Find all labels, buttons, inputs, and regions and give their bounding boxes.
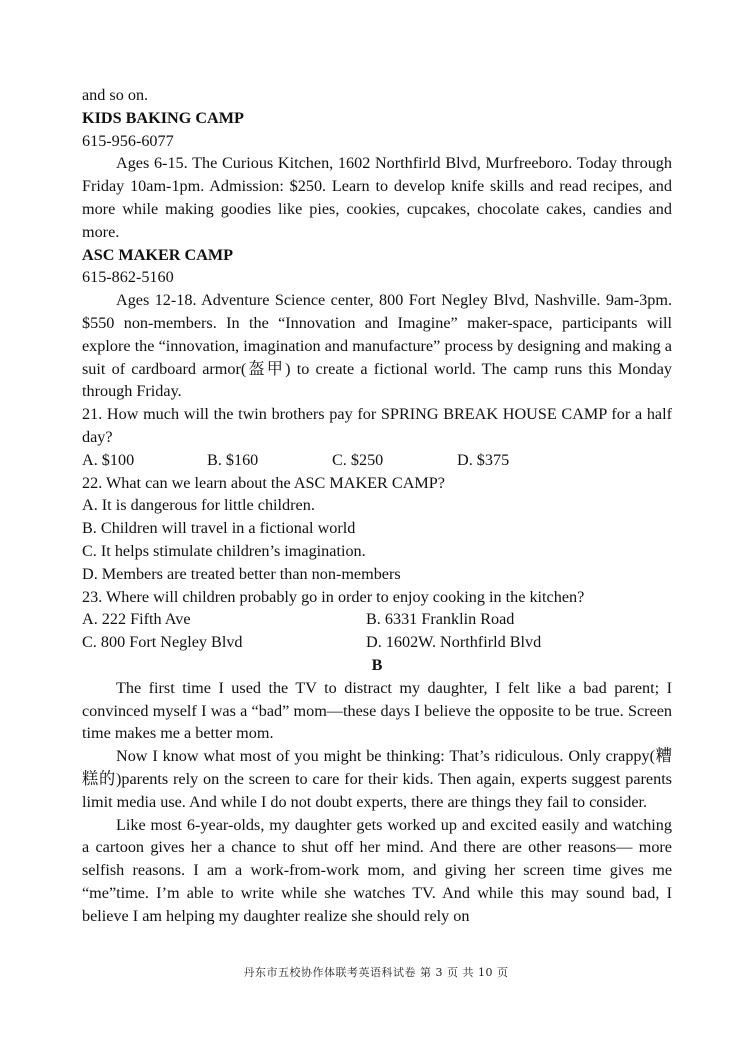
kids-baking-camp-title: KIDS BAKING CAMP [82, 108, 244, 127]
section-b-label: B [371, 655, 383, 674]
asc-maker-camp-phone: 615-862-5160 [82, 268, 174, 287]
intro-tail-text: and so on. [82, 86, 149, 104]
question-23-option-a: A. 222 Fifth Ave [82, 610, 191, 629]
passage-b-paragraph-3: Like most 6-year-olds, my daughter gets worked up and excited easily and watching a cartoon gives her a chance to shut off her mind. And there are other reasons— more selfish reasons. I am a work-from-work mom, and giving her screen time gives me “me”time. I’m able to write while she watches TV. And while this may sound bad, I believe I am helping my daughter realize she should rely on [82, 815, 672, 925]
question-23-option-c: C. 800 Fort Negley Blvd [82, 633, 243, 652]
question-21-option-d: D. $375 [457, 450, 510, 469]
question-23-options-row-2 [82, 631, 672, 654]
kids-baking-camp-description: Ages 6-15. The Curious Kitchen, 1602 Northfirld Blvd, Murfreeboro. Today through Friday 10am-1pm. Admission: $250. Learn to develop knife skills and read recipes, and more while making goodies like pies, cookies, cupcakes, chocolate cakes, candies and more. [82, 154, 672, 241]
question-21-option-a: A. $100 [82, 450, 135, 469]
exam-page-content [82, 84, 672, 927]
question-23-option-b: B. 6331 Franklin Road [366, 610, 515, 629]
question-21-option-b: B. $160 [207, 450, 259, 469]
question-23-options-row-1 [82, 608, 672, 631]
question-21-option-c: C. $250 [332, 450, 384, 469]
question-23-text: 23. Where will children probably go in order to enjoy cooking in the kitchen? [82, 587, 585, 606]
passage-b-paragraph-2: Now I know what most of you might be thinking: That’s ridiculous. Only crappy(糟糕的)parents rely on the screen to care for their kids. Then again, experts suggest parents limit media use. And while I do not doubt experts, there are things they fail to consider. [82, 747, 672, 811]
page-footer: 丹东市五校协作体联考英语科试卷 第 3 页 共 10 页 [243, 966, 509, 979]
question-21-text: 21. How much will the twin brothers pay for SPRING BREAK HOUSE CAMP for a half day? [82, 405, 672, 446]
passage-b-paragraph-1: The first time I used the TV to distract my daughter, I felt like a bad parent; I convinced myself I was a “bad” mom—these days I believe the opposite to be true. Screen time makes me a better mom. [82, 678, 672, 743]
kids-baking-camp-phone: 615-956-6077 [82, 131, 174, 150]
question-22-text: 22. What can we learn about the ASC MAKER CAMP? [82, 473, 445, 492]
question-21-options [82, 449, 672, 472]
question-22-option-c: C. It helps stimulate children’s imagination. [82, 541, 366, 560]
question-23-option-d: D. 1602W. Northfirld Blvd [366, 633, 542, 652]
asc-maker-camp-description: Ages 12-18. Adventure Science center, 800 Fort Negley Blvd, Nashville. 9am-3pm. $550 non-members. In the “Innovation and Imagine” maker-space, participants will explore the “innovation, imagination and manufacture” process by designing and making a suit of cardboard armor(盔甲) to create a fictional world. The camp runs this Monday through Friday. [82, 291, 672, 401]
question-22-option-a: A. It is dangerous for little children. [82, 496, 315, 515]
question-22-option-d: D. Members are treated better than non-members [82, 564, 401, 583]
question-22-option-b: B. Children will travel in a fictional world [82, 519, 356, 538]
asc-maker-camp-title: ASC MAKER CAMP [82, 245, 234, 264]
